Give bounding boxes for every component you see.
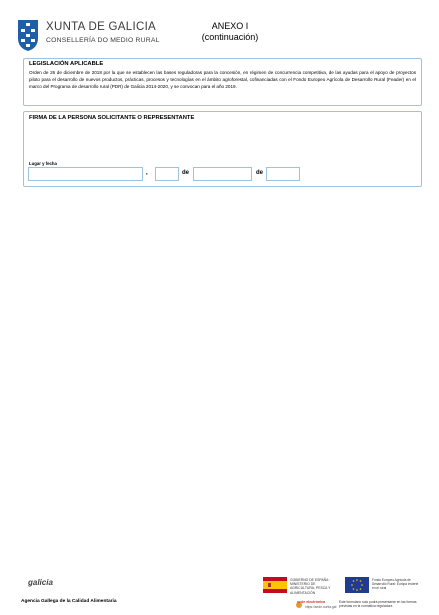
de-separator-2: de	[256, 170, 264, 176]
department-name: CONSELLERÍA DO MEDIO RURAL	[46, 37, 160, 44]
annex-title-block	[190, 21, 270, 43]
org-name: XUNTA DE GALICIA	[46, 21, 157, 33]
signature-title: FIRMA DE LA PERSONA SOLICITANTE O REPRESENTANTE	[29, 115, 195, 121]
comma-separator: ,	[146, 170, 148, 176]
xunta-logo-icon	[16, 18, 40, 52]
signature-section	[23, 111, 422, 187]
eu-fund-text: Fondo Europeo Agrícola de Desarrollo Rural: Europa invierte en el rural	[372, 578, 419, 591]
form-note: Este formulario solo podrá presentarse en las formas previstas en la normativa reguladora	[339, 600, 417, 609]
annex-title: ANEXO I	[211, 21, 249, 31]
sede-url[interactable]: https://sede.xunta.gal	[305, 605, 337, 609]
spain-government-text: GOBIERNO DE ESPAÑA · MINISTERIO DE AGRICULTURA, PESCA Y ALIMENTACIÓN	[290, 578, 331, 595]
galicia-brand-text: galicia	[28, 578, 53, 587]
year-field[interactable]	[266, 167, 300, 181]
agency-name: Agencia Gallega de la Calidad Alimentaria	[21, 599, 117, 604]
galicia-brand-logo	[28, 578, 53, 587]
place-date-label: Lugar y fecha	[29, 161, 57, 166]
legislation-text: Orden de 26 de diciembre de 2018 por la que se establecen las bases reguladoras para la concesión, en régimen de concurrencia competitiva, de las ayudas para el apoyo de proyectos piloto para el desarrollo de nuevos productos, prácticas, procesos y tecnologías en el ámbito agroforestal, cofinanciadas con el Fondo Europeo Agrícola de Desarrollo Rural (Feader) en el marco del Programa de desarrollo rural (PDR) de Galicia 2014-2020, y se convocan para el año 2019.	[29, 70, 416, 89]
day-field[interactable]	[155, 167, 179, 181]
month-field[interactable]	[193, 167, 252, 181]
de-separator-1: de	[182, 170, 190, 176]
spain-flag-icon	[263, 577, 287, 593]
annex-subtitle: (continuación)	[201, 32, 259, 42]
sede-link[interactable]: sede electrónica	[297, 600, 326, 604]
place-field[interactable]	[28, 167, 143, 181]
legislation-title: LEGISLACIÓN APLICABLE	[29, 61, 104, 67]
legislation-section	[23, 58, 422, 106]
eu-flag-icon	[345, 577, 369, 593]
